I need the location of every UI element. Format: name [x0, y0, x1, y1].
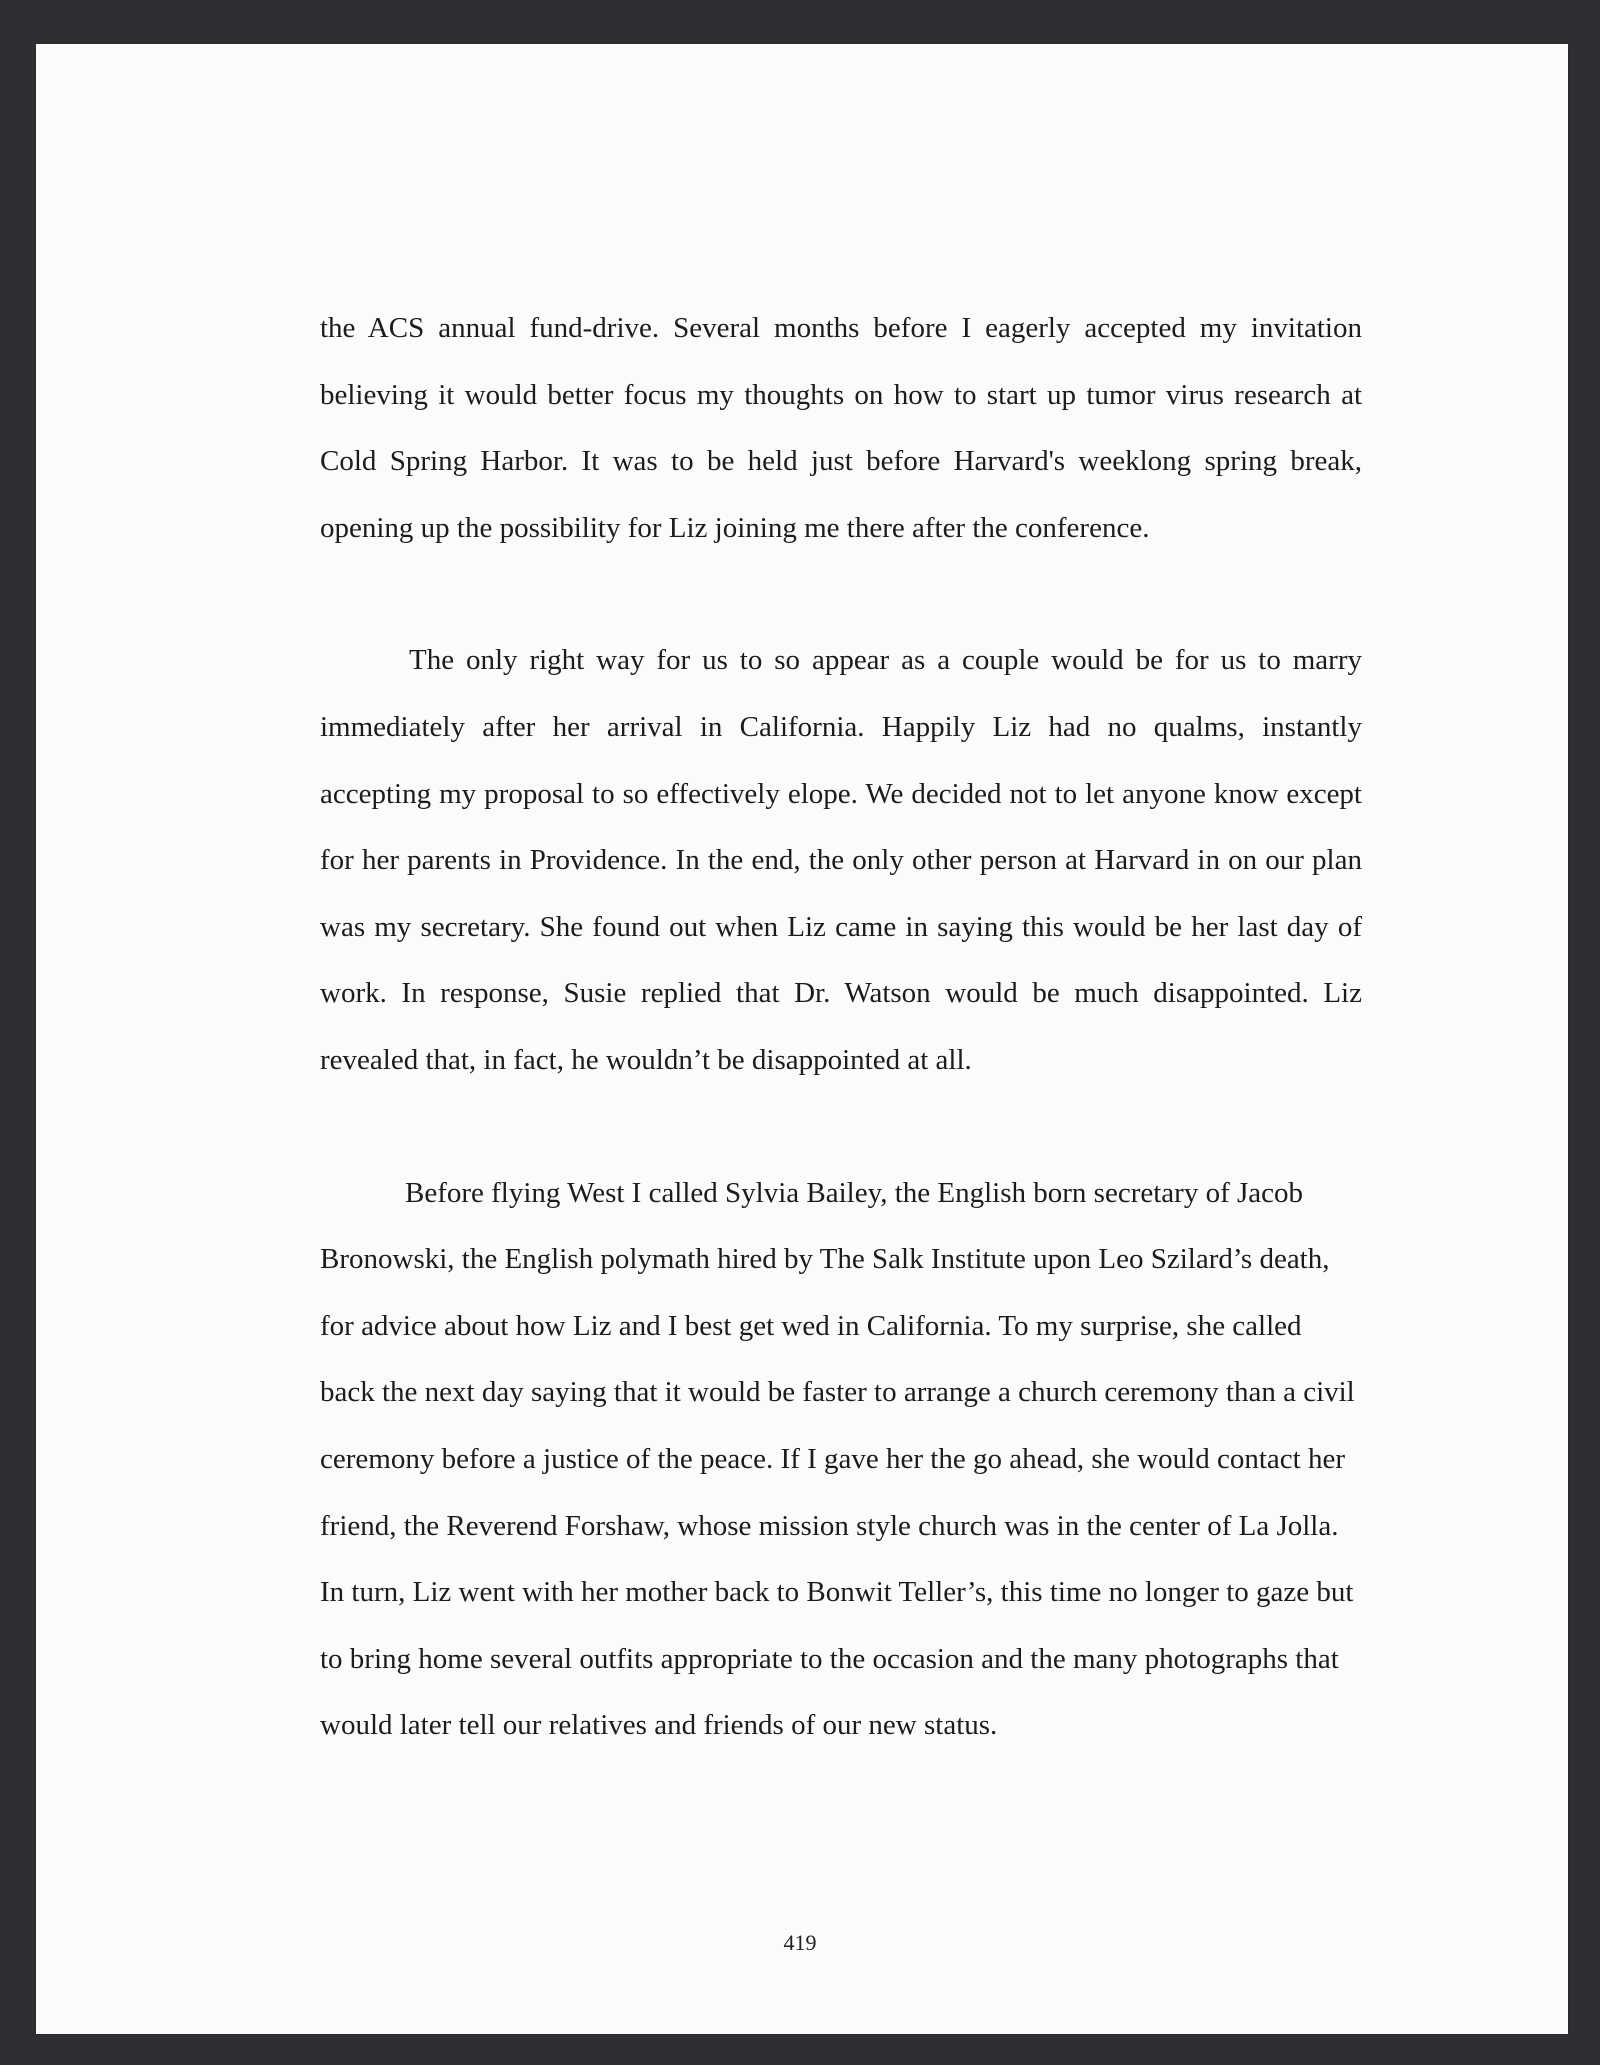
- document-page: [36, 44, 1568, 2034]
- page-number: 419: [783, 1930, 817, 1955]
- paragraph-1: the ACS annual fund-drive. Several months before I eagerly accepted my invitation believing it would better focus my thoughts on how to start up tumor virus research at Cold Spring Harbor. It was to be held just before Harvard's weeklong spring break, opening up the possibility for Liz joining me there after the conference.: [320, 312, 1362, 544]
- paragraph-2: The only right way for us to so appear as a couple would be for us to marry immediately after her arrival in California. Happily Liz had no qualms, instantly accepting my proposal to so effectively elope. We decided not to let anyone know except for her parents in Providence. In the end, the only other person at Harvard in on our plan was my secretary. She found out when Liz came in saying this would be her last day of work. In response, Susie replied that Dr. Watson would be much disappointed. Liz revealed that, in fact, he wouldn’t be disappointed at all.: [320, 644, 1362, 1076]
- page-body: [320, 295, 1362, 1759]
- paragraph-3: Before flying West I called Sylvia Bailey, the English born secretary of Jacob Bronowski, the English polymath hired by The Salk Institute upon Leo Szilard’s death, for advice about how Liz and I best get wed in California. To my surprise, she called back the next day saying that it would be faster to arrange a church ceremony than a civil ceremony before a justice of the peace. If I gave her the go ahead, she would contact her friend, the Reverend Forshaw, whose mission style church was in the center of La Jolla. In turn, Liz went with her mother back to Bonwit Teller’s, this time no longer to gaze but to bring home several outfits appropriate to the occasion and the many photographs that would later tell our relatives and friends of our new status.: [320, 1176, 1355, 1742]
